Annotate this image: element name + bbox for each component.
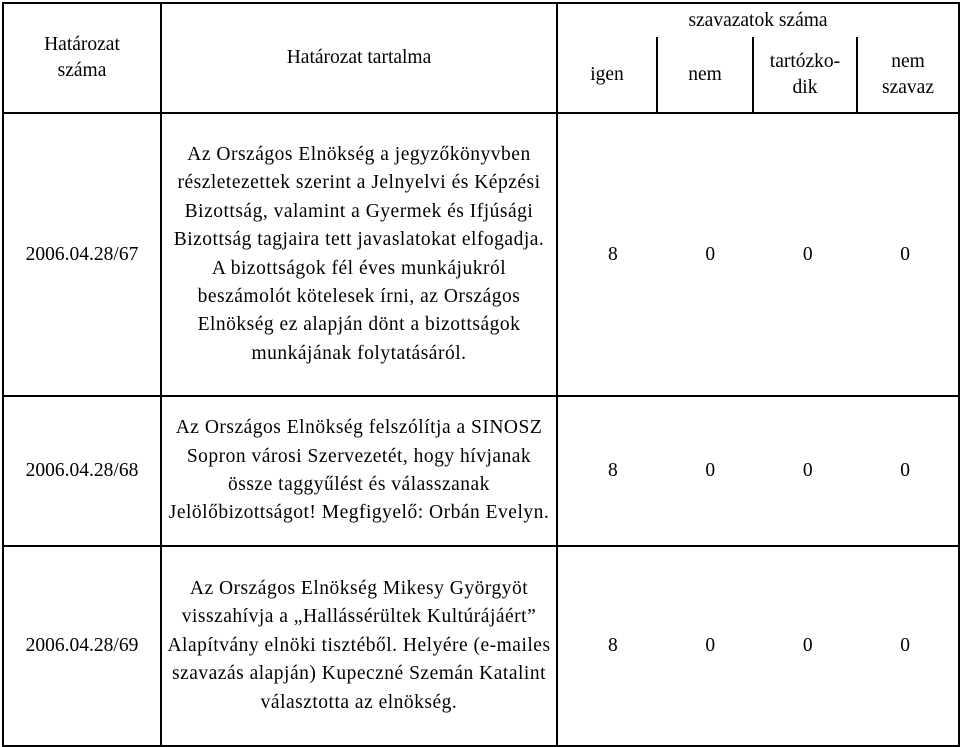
vote-yes: 8 xyxy=(608,243,618,265)
vote-yes: 8 xyxy=(608,635,618,656)
vote-abstain: 0 xyxy=(802,243,813,265)
header-resolution-number-text: Határozat száma xyxy=(44,34,120,81)
vote-no: 0 xyxy=(705,460,716,481)
header-no-vote-line2: szavaz xyxy=(882,76,934,98)
resolution-number: 2006.04.28/69 xyxy=(3,546,161,746)
vote-no-vote: 0 xyxy=(900,243,911,265)
table-row xyxy=(3,396,959,546)
resolutions-table xyxy=(2,2,960,747)
vote-no-vote: 0 xyxy=(900,635,911,656)
header-resolution-number xyxy=(3,3,161,113)
vote-abstain: 0 xyxy=(802,460,813,481)
vote-cell xyxy=(557,546,959,746)
vote-no-vote: 0 xyxy=(900,460,911,481)
header-yes: igen xyxy=(557,37,657,113)
vote-no: 0 xyxy=(705,243,716,265)
table-row xyxy=(3,113,959,396)
resolution-content: Az Országos Elnökség a jegyzőkönyvben részletezettek szerint a Jelnyelvi és Képzési Bizottság, valamint a Gyermek és Ifjúsági Bizottság tagjaira tett javaslatokat elfogadja. A bizottságok fél éves munkájukról beszámolót kötelesek írni, az Országos Elnökség ez alapján dönt a bizottságok munkájának folytatásáról. xyxy=(161,113,557,396)
vote-no: 0 xyxy=(705,635,716,656)
header-no-vote-line1: nem xyxy=(891,50,925,72)
resolution-content: Az Országos Elnökség felszólítja a SINOSZ Sopron városi Szervezetét, hogy hívjanak össze taggyűlést és válasszanak Jelölőbizottságot! Megfigyelő: Orbán Evelyn. xyxy=(161,396,557,546)
vote-abstain: 0 xyxy=(802,635,813,656)
header-no-vote xyxy=(857,37,959,113)
header-resolution-content: Határozat tartalma xyxy=(161,3,557,113)
header-no: nem xyxy=(657,37,753,113)
vote-cell xyxy=(557,396,959,546)
vote-yes: 8 xyxy=(608,460,618,481)
vote-cell xyxy=(557,113,959,396)
table-row xyxy=(3,546,959,746)
resolution-content: Az Országos Elnökség Mikesy Györgyöt visszahívja a „Hallássérültek Kultúrájáért” Alapítvány elnöki tisztéből. Helyére (e-mailes szavazás alapján) Kupeczné Szemán Katalint választotta az elnökség. xyxy=(161,546,557,746)
header-abstain-line2: dik xyxy=(792,76,818,98)
resolution-number: 2006.04.28/67 xyxy=(3,113,161,396)
header-abstain xyxy=(753,37,857,113)
resolution-number: 2006.04.28/68 xyxy=(3,396,161,546)
header-abstain-line1: tartózko- xyxy=(769,50,841,72)
header-vote-count: szavazatok száma xyxy=(557,3,959,37)
